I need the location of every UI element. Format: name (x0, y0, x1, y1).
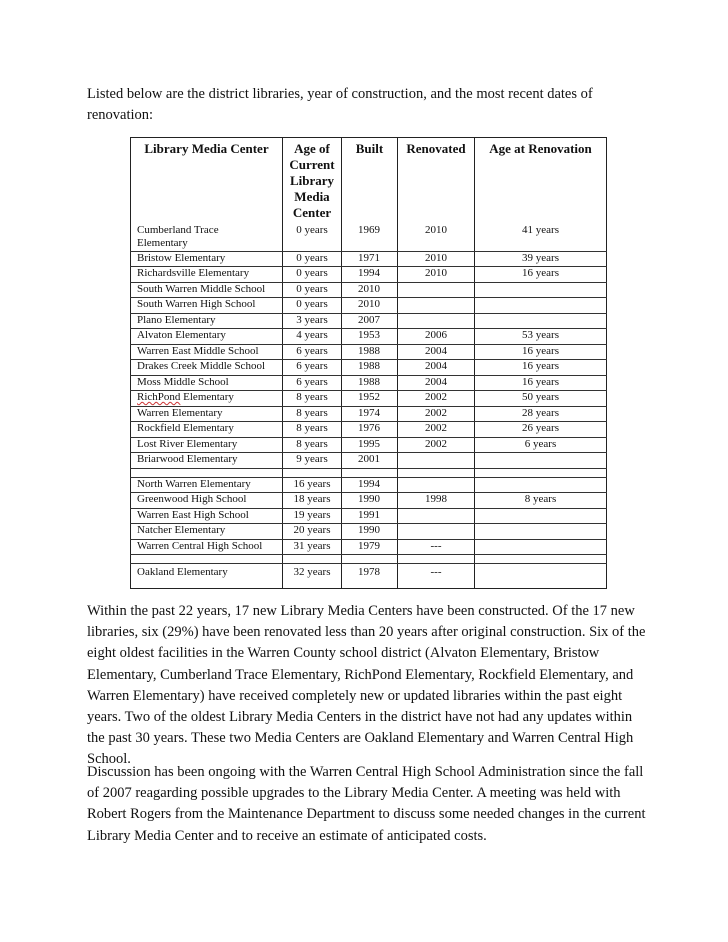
cell-age: 9 years (283, 453, 342, 469)
cell-library-name: Oakland Elementary (131, 564, 283, 589)
cell-renovated: --- (398, 564, 475, 589)
cell-library-name: Warren Central High School (131, 539, 283, 555)
table-row (131, 437, 607, 453)
cell-age: 6 years (283, 360, 342, 376)
table-row (131, 453, 607, 469)
cell-age: 8 years (283, 391, 342, 407)
cell-renovated (398, 508, 475, 524)
table-row (131, 360, 607, 376)
cell-renovated: 2002 (398, 406, 475, 422)
cell-library-name: Warren East High School (131, 508, 283, 524)
cell-library-name: Cumberland Trace Elementary (131, 224, 283, 252)
cell-built: 1976 (342, 422, 398, 438)
cell-age: 0 years (283, 282, 342, 298)
cell-age-at-renovation: 16 years (475, 344, 607, 360)
cell-built: 1988 (342, 360, 398, 376)
spacer-cell (398, 468, 475, 477)
cell-age: 3 years (283, 313, 342, 329)
cell-built: 1988 (342, 375, 398, 391)
cell-built: 1971 (342, 251, 398, 267)
header-library-media-center: Library Media Center (131, 138, 283, 224)
cell-age-at-renovation: 53 years (475, 329, 607, 345)
cell-age-at-renovation (475, 539, 607, 555)
cell-age-at-renovation (475, 282, 607, 298)
cell-age-at-renovation (475, 298, 607, 314)
cell-built: 2007 (342, 313, 398, 329)
spacer-cell (475, 555, 607, 564)
cell-renovated: 2004 (398, 344, 475, 360)
cell-age: 0 years (283, 251, 342, 267)
cell-renovated: 1998 (398, 493, 475, 509)
cell-age: 19 years (283, 508, 342, 524)
cell-renovated: 2004 (398, 375, 475, 391)
cell-age-at-renovation: 8 years (475, 493, 607, 509)
table-row (131, 508, 607, 524)
cell-library-name: South Warren Middle School (131, 282, 283, 298)
table-row (131, 251, 607, 267)
cell-age: 6 years (283, 375, 342, 391)
cell-built: 2010 (342, 298, 398, 314)
table-row (131, 344, 607, 360)
cell-built: 1994 (342, 267, 398, 283)
cell-built: 2010 (342, 282, 398, 298)
library-table-container (130, 137, 606, 578)
cell-library-name: Alvaton Elementary (131, 329, 283, 345)
table-header-row (131, 138, 607, 224)
cell-built: 1990 (342, 493, 398, 509)
header-age-of-current: Age of Current Library Media Center (283, 138, 342, 224)
cell-library-name: North Warren Elementary (131, 477, 283, 493)
cell-built: 1974 (342, 406, 398, 422)
table-row (131, 406, 607, 422)
spacer-cell (283, 555, 342, 564)
cell-age-at-renovation: 16 years (475, 360, 607, 376)
table-row (131, 524, 607, 540)
table-row (131, 391, 607, 407)
cell-library-name: Bristow Elementary (131, 251, 283, 267)
spacer-cell (398, 555, 475, 564)
cell-age-at-renovation: 6 years (475, 437, 607, 453)
cell-age-at-renovation: 50 years (475, 391, 607, 407)
cell-library-name: Lost River Elementary (131, 437, 283, 453)
cell-age-at-renovation: 26 years (475, 422, 607, 438)
cell-age-at-renovation (475, 564, 607, 589)
table-row (131, 539, 607, 555)
cell-age-at-renovation (475, 508, 607, 524)
cell-age: 8 years (283, 422, 342, 438)
cell-library-name: Rockfield Elementary (131, 422, 283, 438)
cell-renovated: --- (398, 539, 475, 555)
table-row (131, 267, 607, 283)
spacer-cell (342, 468, 398, 477)
cell-library-name: Briarwood Elementary (131, 453, 283, 469)
cell-renovated (398, 477, 475, 493)
table-spacer-row (131, 555, 607, 564)
cell-age: 4 years (283, 329, 342, 345)
table-spacer-row (131, 468, 607, 477)
cell-library-name: Warren East Middle School (131, 344, 283, 360)
cell-renovated: 2010 (398, 224, 475, 252)
cell-renovated: 2010 (398, 251, 475, 267)
cell-built: 1994 (342, 477, 398, 493)
cell-renovated: 2002 (398, 437, 475, 453)
cell-age-at-renovation: 39 years (475, 251, 607, 267)
table-row (131, 564, 607, 589)
cell-built: 1978 (342, 564, 398, 589)
cell-renovated (398, 313, 475, 329)
cell-library-name: Greenwood High School (131, 493, 283, 509)
cell-library-name: Moss Middle School (131, 375, 283, 391)
cell-age: 6 years (283, 344, 342, 360)
cell-age: 32 years (283, 564, 342, 589)
intro-text: Listed below are the district libraries, year of construction, and the most recent dates of renovation: (87, 86, 593, 123)
cell-built: 1979 (342, 539, 398, 555)
cell-age: 31 years (283, 539, 342, 555)
cell-age-at-renovation: 28 years (475, 406, 607, 422)
table-row (131, 422, 607, 438)
cell-age: 16 years (283, 477, 342, 493)
cell-age-at-renovation: 41 years (475, 224, 607, 252)
spacer-cell (131, 468, 283, 477)
cell-age-at-renovation: 16 years (475, 375, 607, 391)
header-age-at-renovation: Age at Renovation (475, 138, 607, 224)
cell-age-at-renovation (475, 453, 607, 469)
cell-built: 1988 (342, 344, 398, 360)
cell-built: 1990 (342, 524, 398, 540)
cell-age: 18 years (283, 493, 342, 509)
cell-renovated (398, 298, 475, 314)
cell-age: 8 years (283, 406, 342, 422)
cell-renovated (398, 282, 475, 298)
cell-library-name: Richardsville Elementary (131, 267, 283, 283)
cell-renovated (398, 453, 475, 469)
table-row (131, 313, 607, 329)
cell-age: 0 years (283, 224, 342, 252)
cell-renovated: 2010 (398, 267, 475, 283)
cell-library-name: Drakes Creek Middle School (131, 360, 283, 376)
cell-built: 1952 (342, 391, 398, 407)
table-row (131, 477, 607, 493)
library-table (130, 137, 607, 589)
cell-renovated: 2006 (398, 329, 475, 345)
cell-built: 2001 (342, 453, 398, 469)
header-renovated: Renovated (398, 138, 475, 224)
cell-age-at-renovation (475, 313, 607, 329)
cell-built: 1991 (342, 508, 398, 524)
paragraph-discussion: Discussion has been ongoing with the Warren Central High School Administration since the fall of 2007 reagarding possible upgrades to the Library Media Center. A meeting was held with Robert Rogers from the Maintenance Department to discuss some needed changes in the current Library Media Center and to receive an estimate of anticipated costs. (87, 764, 646, 844)
table-row (131, 298, 607, 314)
cell-renovated (398, 524, 475, 540)
cell-built: 1969 (342, 224, 398, 252)
spacer-cell (131, 555, 283, 564)
paragraph-construction-summary: Within the past 22 years, 17 new Library Media Centers have been constructed. Of the 17 new libraries, six (29%) have been renovated less than 20 years after original construction. Six of the eight oldest facilities in the Warren County school district (Alvaton Elementary, Bristow Elementary, Cumberland Trace Elementary, RichPond Elementary, Rockfield Elementary, and Warren Elementary) have received completely new or updated libraries within the past eight years. Two of the oldest Library Media Centers in the district have not had any updates within the past 30 years. These two Media Centers are Oakland Elementary and Warren Central High School. (87, 603, 646, 768)
spacer-cell (283, 468, 342, 477)
cell-age-at-renovation (475, 477, 607, 493)
cell-age: 0 years (283, 267, 342, 283)
spacer-cell (342, 555, 398, 564)
table-row (131, 224, 607, 252)
cell-library-name: RichPond Elementary (131, 391, 283, 407)
cell-age-at-renovation (475, 524, 607, 540)
cell-renovated: 2002 (398, 391, 475, 407)
cell-age: 8 years (283, 437, 342, 453)
header-built: Built (342, 138, 398, 224)
table-row (131, 493, 607, 509)
cell-library-name: Natcher Elementary (131, 524, 283, 540)
cell-library-name: South Warren High School (131, 298, 283, 314)
table-body (131, 224, 607, 589)
cell-built: 1995 (342, 437, 398, 453)
cell-renovated: 2002 (398, 422, 475, 438)
table-row (131, 329, 607, 345)
cell-built: 1953 (342, 329, 398, 345)
cell-age: 20 years (283, 524, 342, 540)
cell-age-at-renovation: 16 years (475, 267, 607, 283)
cell-library-name: Warren Elementary (131, 406, 283, 422)
table-row (131, 375, 607, 391)
spacer-cell (475, 468, 607, 477)
cell-library-name: Plano Elementary (131, 313, 283, 329)
cell-age: 0 years (283, 298, 342, 314)
cell-renovated: 2004 (398, 360, 475, 376)
table-row (131, 282, 607, 298)
